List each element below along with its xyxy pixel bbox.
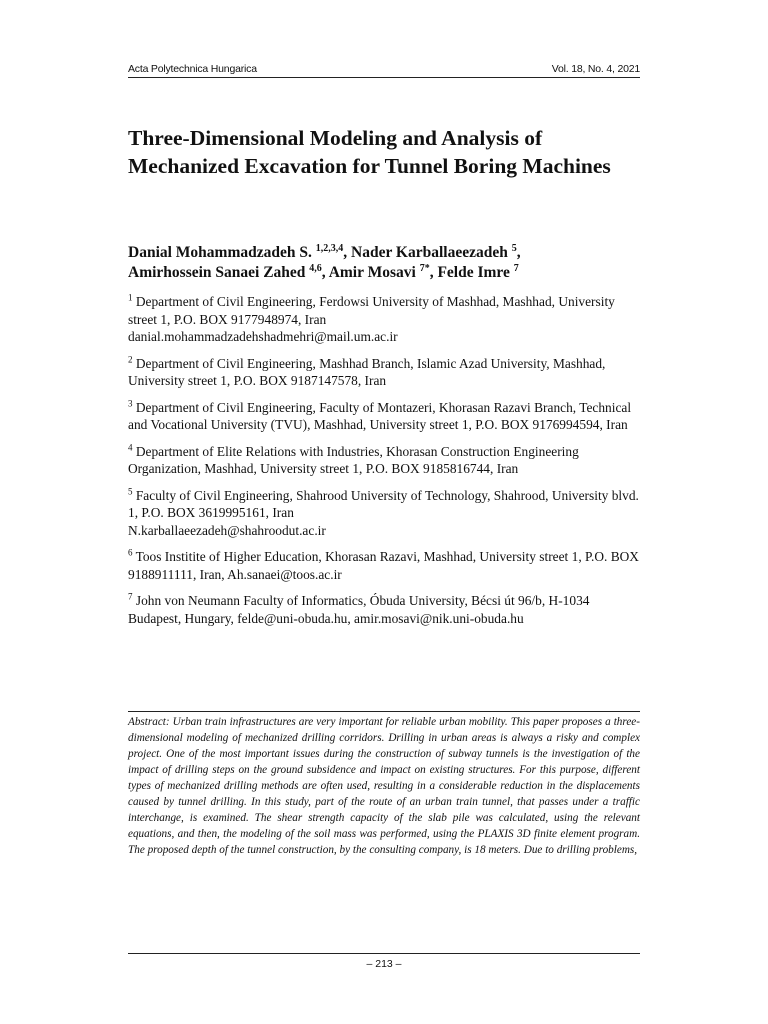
abstract: Abstract: Urban train infrastructures are very important for reliable urban mobility. This paper proposes a three-dimensional modeling of mechanized drilling corridors. Drilling in urban areas is always a risky and complex project. One of the most important issues during the construction of subway tunnels is the investigation of the impact of drilling steps on the ground subsidence and impact on existing structures. For this purpose, different types of mechanized drilling methods are often used, resulting in a considerable reduction in the displacements caused by tunnel drilling. In this study, part of the route of an urban train tunnel, that passes under a traffic interchange, is examined. The shear strength capacity of the slab pile was calculated, using the relevant equations, and then, the modeling of the soil mass was performed, using the PLAXIS 3D finite element program. The proposed depth of the tunnel construction, by the consulting company, is 18 meters. Due to drilling problems,: [128, 716, 640, 856]
affiliation-7: $^7$ John von Neumann Faculty of Informatics, Óbuda University, Bécsi út 96/b, H-1034 Budapest, Hungary, felde@uni-obuda.hu, amir.mosavi@nik.uni-obuda.hu: [128, 591, 590, 626]
affiliation-6: $^6$ Toos Institite of Higher Education, Khorasan Razavi, Mashhad, University street 1, P.O. BOX 9188911111, Iran, Ah.sanaei@toos.ac.ir: [128, 547, 639, 582]
journal-name: Acta Polytechnica Hungarica: [128, 63, 257, 75]
author: Amir Mosavi $^{7*}$,: [328, 262, 438, 281]
author-list: [128, 243, 648, 283]
author: Amirhossein Sanaei Zahed $^{4,6}$,: [128, 262, 329, 281]
volume-info: Vol. 18, No. 4, 2021: [551, 63, 640, 75]
affiliations: [128, 293, 643, 636]
author: Felde Imre $^7$: [437, 262, 519, 281]
page-number: – 213 –: [366, 958, 402, 970]
author: Nader Karballaeezadeh $^5$,: [351, 242, 521, 261]
affiliation-2: $^2$ Department of Civil Engineering, Mashhad Branch, Islamic Azad University, Mashhad, University street 1, P.O. BOX 9187147578, Iran: [128, 354, 606, 388]
paper-title: Three-Dimensional Modeling and Analysis of Mechanized Excavation for Tunnel Boring Machines: [128, 126, 611, 178]
email: N.karballaeezadeh@shahroodut.ac.ir: [128, 522, 326, 538]
running-header: [128, 63, 640, 78]
author: Danial Mohammadzadeh S. $^{1,2,3,4}$,: [128, 242, 351, 261]
affiliation-5: $^5$ Faculty of Civil Engineering, Shahrood University of Technology, Shahrood, University blvd. 1, P.O. BOX 3619995161, Iran N.karballaeezadeh@shahroodut.ac.ir: [128, 486, 639, 538]
affiliation-4: $^4$ Department of Elite Relations with Industries, Khorasan Construction Engineering Organization, Mashhad, University street 1, P.O. BOX 9185816744, Iran: [128, 442, 579, 476]
footer-divider: [128, 953, 640, 954]
affiliation-3: $^3$ Department of Civil Engineering, Faculty of Montazeri, Khorasan Razavi Branch, Technical and Vocational University (TVU), Mashhad, University street 1, P.O. BOX 9176994594, Iran: [128, 398, 632, 432]
affiliation-1: $^1$ Department of Civil Engineering, Ferdowsi University of Mashhad, Mashhad, University street 1, P.O. BOX 9177948974, Iran danial.mohammadzadehshadmehri@mail.um.ac.ir: [128, 292, 615, 344]
email: danial.mohammadzadehshadmehri@mail.um.ac.ir: [128, 329, 398, 344]
abstract-divider: [128, 711, 640, 712]
